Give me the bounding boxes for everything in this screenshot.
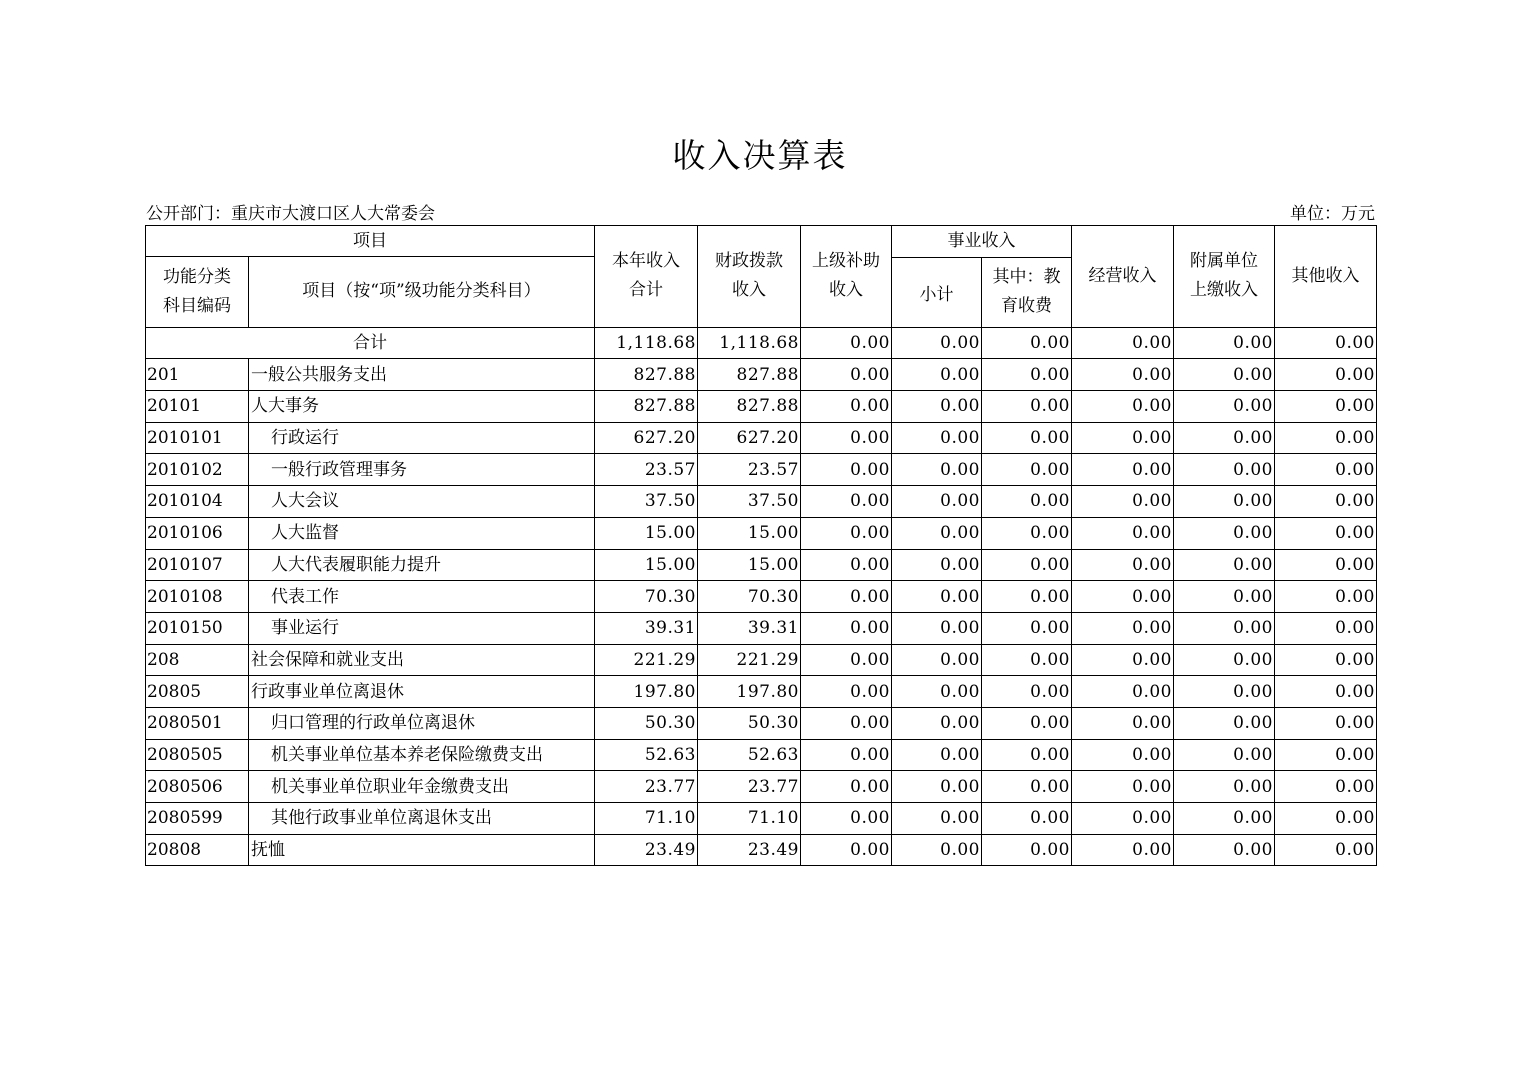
row-value: 71.10 bbox=[595, 803, 698, 835]
row-value: 0.00 bbox=[1275, 549, 1377, 581]
total-value: 0.00 bbox=[1174, 327, 1275, 359]
row-value: 0.00 bbox=[982, 803, 1072, 835]
row-name: 抚恤 bbox=[249, 834, 595, 866]
row-value: 0.00 bbox=[1072, 803, 1174, 835]
total-label: 合计 bbox=[146, 327, 595, 359]
row-name: 人大会议 bbox=[249, 486, 595, 518]
table-row bbox=[146, 549, 1377, 581]
table-row bbox=[146, 803, 1377, 835]
row-value: 827.88 bbox=[698, 391, 801, 423]
row-name: 人大监督 bbox=[249, 517, 595, 549]
row-value: 0.00 bbox=[1174, 834, 1275, 866]
row-name: 机关事业单位职业年金缴费支出 bbox=[249, 771, 595, 803]
row-value: 197.80 bbox=[698, 676, 801, 708]
row-value: 0.00 bbox=[1275, 676, 1377, 708]
row-value: 0.00 bbox=[801, 454, 892, 486]
unit-label: 单位：万元 bbox=[1290, 204, 1375, 224]
page-title: 收入决算表 bbox=[672, 136, 848, 175]
header-name: 项目（按“项”级功能分类科目） bbox=[249, 257, 595, 328]
row-value: 50.30 bbox=[595, 707, 698, 739]
row-name: 归口管理的行政单位离退休 bbox=[249, 707, 595, 739]
row-value: 0.00 bbox=[892, 486, 982, 518]
row-value: 0.00 bbox=[1072, 644, 1174, 676]
row-value: 0.00 bbox=[1174, 359, 1275, 391]
row-value: 0.00 bbox=[982, 676, 1072, 708]
row-value: 0.00 bbox=[892, 739, 982, 771]
row-code: 2010106 bbox=[146, 517, 249, 549]
row-value: 0.00 bbox=[1275, 771, 1377, 803]
row-value: 0.00 bbox=[1174, 676, 1275, 708]
row-value: 0.00 bbox=[892, 422, 982, 454]
header-affiliated: 附属单位上缴收入 bbox=[1174, 226, 1275, 328]
header-operating: 经营收入 bbox=[1072, 226, 1174, 328]
row-value: 0.00 bbox=[892, 612, 982, 644]
row-value: 0.00 bbox=[1072, 486, 1174, 518]
row-name: 一般行政管理事务 bbox=[249, 454, 595, 486]
row-value: 0.00 bbox=[1174, 581, 1275, 613]
total-value: 1,118.68 bbox=[595, 327, 698, 359]
row-value: 197.80 bbox=[595, 676, 698, 708]
row-code: 208 bbox=[146, 644, 249, 676]
row-value: 0.00 bbox=[1174, 803, 1275, 835]
row-value: 0.00 bbox=[1275, 644, 1377, 676]
header-project: 项目 bbox=[146, 226, 595, 257]
row-value: 23.77 bbox=[698, 771, 801, 803]
row-code: 2010150 bbox=[146, 612, 249, 644]
row-value: 15.00 bbox=[595, 549, 698, 581]
header-code: 功能分类科目编码 bbox=[146, 257, 249, 328]
row-value: 0.00 bbox=[1072, 359, 1174, 391]
row-value: 0.00 bbox=[1275, 517, 1377, 549]
row-value: 0.00 bbox=[892, 517, 982, 549]
row-value: 0.00 bbox=[1072, 612, 1174, 644]
table-row bbox=[146, 391, 1377, 423]
row-value: 0.00 bbox=[1275, 454, 1377, 486]
table-row bbox=[146, 454, 1377, 486]
row-value: 0.00 bbox=[801, 803, 892, 835]
row-value: 221.29 bbox=[698, 644, 801, 676]
row-value: 0.00 bbox=[1275, 486, 1377, 518]
row-value: 52.63 bbox=[595, 739, 698, 771]
row-code: 2010101 bbox=[146, 422, 249, 454]
row-name: 事业运行 bbox=[249, 612, 595, 644]
row-value: 0.00 bbox=[982, 517, 1072, 549]
row-value: 0.00 bbox=[892, 771, 982, 803]
row-value: 0.00 bbox=[1174, 771, 1275, 803]
row-value: 627.20 bbox=[595, 422, 698, 454]
row-name: 人大事务 bbox=[249, 391, 595, 423]
row-value: 23.57 bbox=[595, 454, 698, 486]
row-value: 0.00 bbox=[801, 676, 892, 708]
total-value: 0.00 bbox=[982, 327, 1072, 359]
row-name: 行政事业单位离退休 bbox=[249, 676, 595, 708]
row-value: 0.00 bbox=[1174, 644, 1275, 676]
row-value: 0.00 bbox=[1275, 707, 1377, 739]
row-value: 0.00 bbox=[801, 644, 892, 676]
row-value: 0.00 bbox=[801, 707, 892, 739]
header-business: 事业收入 bbox=[892, 226, 1072, 258]
row-value: 0.00 bbox=[1275, 834, 1377, 866]
row-value: 0.00 bbox=[982, 707, 1072, 739]
table-row bbox=[146, 739, 1377, 771]
row-value: 0.00 bbox=[801, 581, 892, 613]
row-value: 0.00 bbox=[982, 834, 1072, 866]
header-superior: 上级补助收入 bbox=[801, 226, 892, 328]
table-row bbox=[146, 612, 1377, 644]
row-value: 0.00 bbox=[982, 422, 1072, 454]
row-value: 0.00 bbox=[1072, 739, 1174, 771]
row-value: 0.00 bbox=[801, 422, 892, 454]
table-row bbox=[146, 707, 1377, 739]
row-value: 0.00 bbox=[1072, 549, 1174, 581]
row-value: 0.00 bbox=[982, 549, 1072, 581]
row-code: 2010104 bbox=[146, 486, 249, 518]
table-row bbox=[146, 359, 1377, 391]
table-row bbox=[146, 771, 1377, 803]
row-value: 0.00 bbox=[1072, 517, 1174, 549]
row-value: 0.00 bbox=[801, 549, 892, 581]
row-value: 0.00 bbox=[982, 359, 1072, 391]
row-value: 0.00 bbox=[892, 803, 982, 835]
row-value: 0.00 bbox=[801, 834, 892, 866]
row-value: 0.00 bbox=[1072, 581, 1174, 613]
row-value: 0.00 bbox=[982, 644, 1072, 676]
row-code: 2080506 bbox=[146, 771, 249, 803]
table-row bbox=[146, 517, 1377, 549]
row-code: 2080599 bbox=[146, 803, 249, 835]
row-value: 70.30 bbox=[595, 581, 698, 613]
total-value: 0.00 bbox=[1072, 327, 1174, 359]
row-value: 0.00 bbox=[1072, 454, 1174, 486]
header-subtotal: 小计 bbox=[892, 257, 982, 327]
row-value: 0.00 bbox=[1174, 486, 1275, 518]
row-value: 0.00 bbox=[892, 644, 982, 676]
row-value: 23.57 bbox=[698, 454, 801, 486]
table-row bbox=[146, 581, 1377, 613]
row-name: 机关事业单位基本养老保险缴费支出 bbox=[249, 739, 595, 771]
row-value: 0.00 bbox=[1275, 581, 1377, 613]
row-value: 0.00 bbox=[982, 771, 1072, 803]
row-name: 一般公共服务支出 bbox=[249, 359, 595, 391]
row-value: 0.00 bbox=[1275, 359, 1377, 391]
row-value: 0.00 bbox=[801, 612, 892, 644]
row-value: 0.00 bbox=[1072, 834, 1174, 866]
row-value: 52.63 bbox=[698, 739, 801, 771]
row-name: 行政运行 bbox=[249, 422, 595, 454]
row-value: 0.00 bbox=[1072, 391, 1174, 423]
row-value: 0.00 bbox=[1275, 422, 1377, 454]
row-name: 其他行政事业单位离退休支出 bbox=[249, 803, 595, 835]
row-value: 37.50 bbox=[595, 486, 698, 518]
total-value: 0.00 bbox=[1275, 327, 1377, 359]
table-row bbox=[146, 422, 1377, 454]
row-value: 0.00 bbox=[801, 391, 892, 423]
row-value: 0.00 bbox=[892, 707, 982, 739]
row-value: 0.00 bbox=[801, 359, 892, 391]
row-value: 0.00 bbox=[801, 486, 892, 518]
row-value: 0.00 bbox=[1072, 676, 1174, 708]
row-value: 0.00 bbox=[982, 454, 1072, 486]
row-value: 15.00 bbox=[595, 517, 698, 549]
row-value: 0.00 bbox=[1275, 803, 1377, 835]
row-value: 627.20 bbox=[698, 422, 801, 454]
row-value: 0.00 bbox=[892, 549, 982, 581]
row-code: 2010108 bbox=[146, 581, 249, 613]
row-value: 23.49 bbox=[595, 834, 698, 866]
row-value: 39.31 bbox=[595, 612, 698, 644]
row-value: 0.00 bbox=[982, 391, 1072, 423]
income-table bbox=[145, 225, 1377, 866]
row-value: 0.00 bbox=[1174, 549, 1275, 581]
row-code: 2010102 bbox=[146, 454, 249, 486]
row-value: 0.00 bbox=[982, 581, 1072, 613]
row-value: 23.49 bbox=[698, 834, 801, 866]
row-code: 2080501 bbox=[146, 707, 249, 739]
row-value: 0.00 bbox=[892, 581, 982, 613]
row-value: 0.00 bbox=[1275, 739, 1377, 771]
table-row bbox=[146, 644, 1377, 676]
table-row bbox=[146, 834, 1377, 866]
row-value: 221.29 bbox=[595, 644, 698, 676]
row-code: 201 bbox=[146, 359, 249, 391]
row-value: 0.00 bbox=[1174, 612, 1275, 644]
row-code: 20101 bbox=[146, 391, 249, 423]
row-code: 2010107 bbox=[146, 549, 249, 581]
row-value: 0.00 bbox=[1174, 517, 1275, 549]
total-value: 0.00 bbox=[801, 327, 892, 359]
row-value: 827.88 bbox=[698, 359, 801, 391]
department-label: 公开部门：重庆市大渡口区人大常委会 bbox=[146, 204, 435, 224]
row-value: 0.00 bbox=[1174, 707, 1275, 739]
row-value: 0.00 bbox=[892, 391, 982, 423]
total-value: 1,118.68 bbox=[698, 327, 801, 359]
row-value: 0.00 bbox=[982, 612, 1072, 644]
row-value: 37.50 bbox=[698, 486, 801, 518]
row-value: 0.00 bbox=[801, 517, 892, 549]
row-code: 2080505 bbox=[146, 739, 249, 771]
total-value: 0.00 bbox=[892, 327, 982, 359]
table-row bbox=[146, 486, 1377, 518]
header-other: 其他收入 bbox=[1275, 226, 1377, 328]
row-value: 0.00 bbox=[982, 486, 1072, 518]
row-name: 代表工作 bbox=[249, 581, 595, 613]
row-value: 0.00 bbox=[982, 739, 1072, 771]
row-value: 71.10 bbox=[698, 803, 801, 835]
header-total: 本年收入合计 bbox=[595, 226, 698, 328]
header-fiscal: 财政拨款收入 bbox=[698, 226, 801, 328]
row-value: 15.00 bbox=[698, 549, 801, 581]
table-row bbox=[146, 676, 1377, 708]
row-value: 0.00 bbox=[1072, 707, 1174, 739]
row-value: 0.00 bbox=[892, 834, 982, 866]
row-code: 20805 bbox=[146, 676, 249, 708]
row-value: 0.00 bbox=[1174, 422, 1275, 454]
row-value: 0.00 bbox=[892, 676, 982, 708]
row-value: 39.31 bbox=[698, 612, 801, 644]
row-value: 0.00 bbox=[801, 739, 892, 771]
row-value: 0.00 bbox=[1275, 391, 1377, 423]
row-name: 人大代表履职能力提升 bbox=[249, 549, 595, 581]
row-value: 0.00 bbox=[1174, 739, 1275, 771]
row-value: 50.30 bbox=[698, 707, 801, 739]
row-value: 827.88 bbox=[595, 359, 698, 391]
row-value: 70.30 bbox=[698, 581, 801, 613]
row-value: 827.88 bbox=[595, 391, 698, 423]
header-edu: 其中：教育收费 bbox=[982, 257, 1072, 327]
row-name: 社会保障和就业支出 bbox=[249, 644, 595, 676]
row-value: 0.00 bbox=[1072, 422, 1174, 454]
row-value: 0.00 bbox=[1174, 454, 1275, 486]
row-value: 0.00 bbox=[1072, 771, 1174, 803]
row-value: 0.00 bbox=[892, 359, 982, 391]
total-row bbox=[146, 327, 1377, 359]
row-value: 0.00 bbox=[801, 771, 892, 803]
row-value: 0.00 bbox=[892, 454, 982, 486]
row-code: 20808 bbox=[146, 834, 249, 866]
row-value: 0.00 bbox=[1275, 612, 1377, 644]
row-value: 23.77 bbox=[595, 771, 698, 803]
row-value: 0.00 bbox=[1174, 391, 1275, 423]
row-value: 15.00 bbox=[698, 517, 801, 549]
